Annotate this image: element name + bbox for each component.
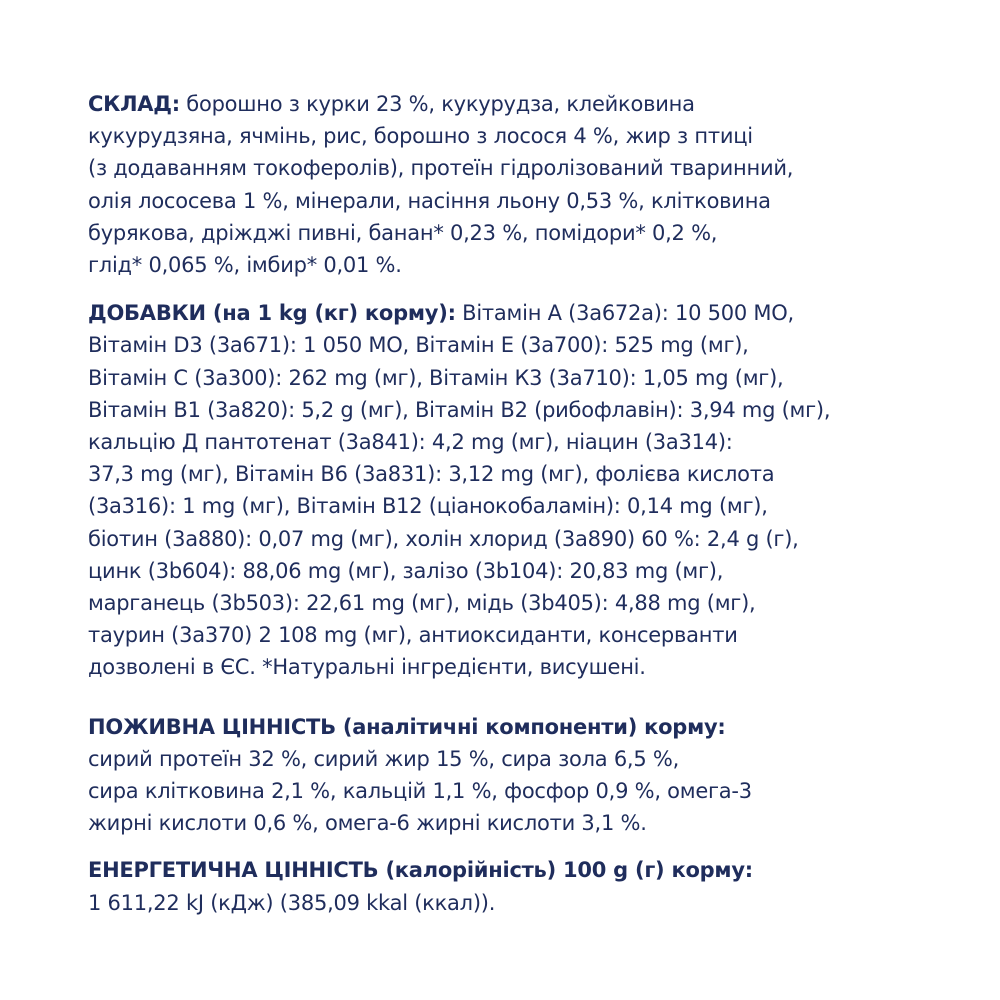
additives-line-8: біотин (3а880): 0,07 mg (мг), холін хлорид (3а890) 60 %: 2,4 g (г), bbox=[88, 526, 799, 551]
energy-section bbox=[88, 854, 948, 918]
nutrition-label: ПОЖИВНА ЦІННІСТЬ (аналітичні компоненти) корму: bbox=[88, 714, 726, 739]
additives-line-6: 37,3 mg (мг), Вітамін В6 (3а831): 3,12 mg (мг), фолієва кислота bbox=[88, 462, 775, 487]
additives-line-11: таурин (3а370) 2 108 mg (мг), антиоксиданти, консерванти bbox=[88, 623, 738, 648]
additives-section bbox=[88, 297, 948, 683]
composition-line-3: (з додаванням токоферолів), протеїн гідролізований тваринний, bbox=[88, 156, 794, 181]
energy-label: ЕНЕРГЕТИЧНА ЦІННІСТЬ (калорійність) 100 g (г) корму: bbox=[88, 858, 753, 883]
composition-line-6: глід* 0,065 %, імбир* 0,01 %. bbox=[88, 253, 402, 278]
nutrition-line-1: сирий протеїн 32 %, сирий жир 15 %, сира зола 6,5 %, bbox=[88, 746, 680, 771]
additives-text: Вітамін А (3а672а): 10 500 МО, bbox=[455, 301, 794, 326]
additives-line-5: кальцію Д пантотенат (3а841): 4,2 mg (мг), ніацин (3а314): bbox=[88, 430, 733, 455]
additives-line-9: цинк (3b604): 88,06 mg (мг), залізо (3b104): 20,83 mg (мг), bbox=[88, 558, 724, 583]
nutrition-section bbox=[88, 711, 948, 840]
composition-line-2: кукурудзяна, ячмінь, рис, борошно з лосося 4 %, жир з птиці bbox=[88, 124, 753, 149]
product-label-text bbox=[88, 88, 948, 919]
additives-line-10: марганець (3b503): 22,61 mg (мг), мідь (3b405): 4,88 mg (мг), bbox=[88, 591, 756, 616]
additives-line-1 bbox=[88, 297, 948, 329]
composition-text: борошно з курки 23 %, кукурудза, клейковина bbox=[179, 92, 695, 116]
composition-line-5: бурякова, дріжджі пивні, банан* 0,23 %, помідори* 0,2 %, bbox=[88, 220, 718, 245]
composition-label: СКЛАД: bbox=[88, 92, 180, 116]
additives-line-2: Вітамін D3 (3а671): 1 050 МО, Вітамін Е (3а700): 525 mg (мг), bbox=[88, 333, 749, 358]
additives-line-12: дозволені в ЄС. *Натуральні інгредієнти, висушені. bbox=[88, 655, 646, 680]
additives-line-7: (3а316): 1 mg (мг), Вітамін В12 (ціанокобаламін): 0,14 mg (мг), bbox=[88, 494, 768, 519]
nutrition-line-3: жирні кислоти 0,6 %, омега-6 жирні кислоти 3,1 %. bbox=[88, 811, 647, 836]
additives-line-4: Вітамін В1 (3а820): 5,2 g (мг), Вітамін В2 (рибофлавін): 3,94 mg (мг), bbox=[88, 397, 831, 422]
additives-line-3: Вітамін С (3а300): 262 mg (мг), Вітамін К3 (3а710): 1,05 mg (мг), bbox=[88, 365, 784, 390]
composition-section bbox=[88, 88, 948, 281]
additives-label: ДОБАВКИ (на 1 kg (кг) корму): bbox=[88, 301, 456, 326]
composition-line-1 bbox=[88, 88, 948, 120]
composition-line-4: олія лососева 1 %, мінерали, насіння льону 0,53 %, клітковина bbox=[88, 188, 771, 213]
energy-line-1: 1 611,22 kJ (кДж) (385,09 kkal (ккал)). bbox=[88, 890, 496, 915]
nutrition-line-2: сира клітковина 2,1 %, кальцій 1,1 %, фосфор 0,9 %, омега-3 bbox=[88, 779, 752, 804]
